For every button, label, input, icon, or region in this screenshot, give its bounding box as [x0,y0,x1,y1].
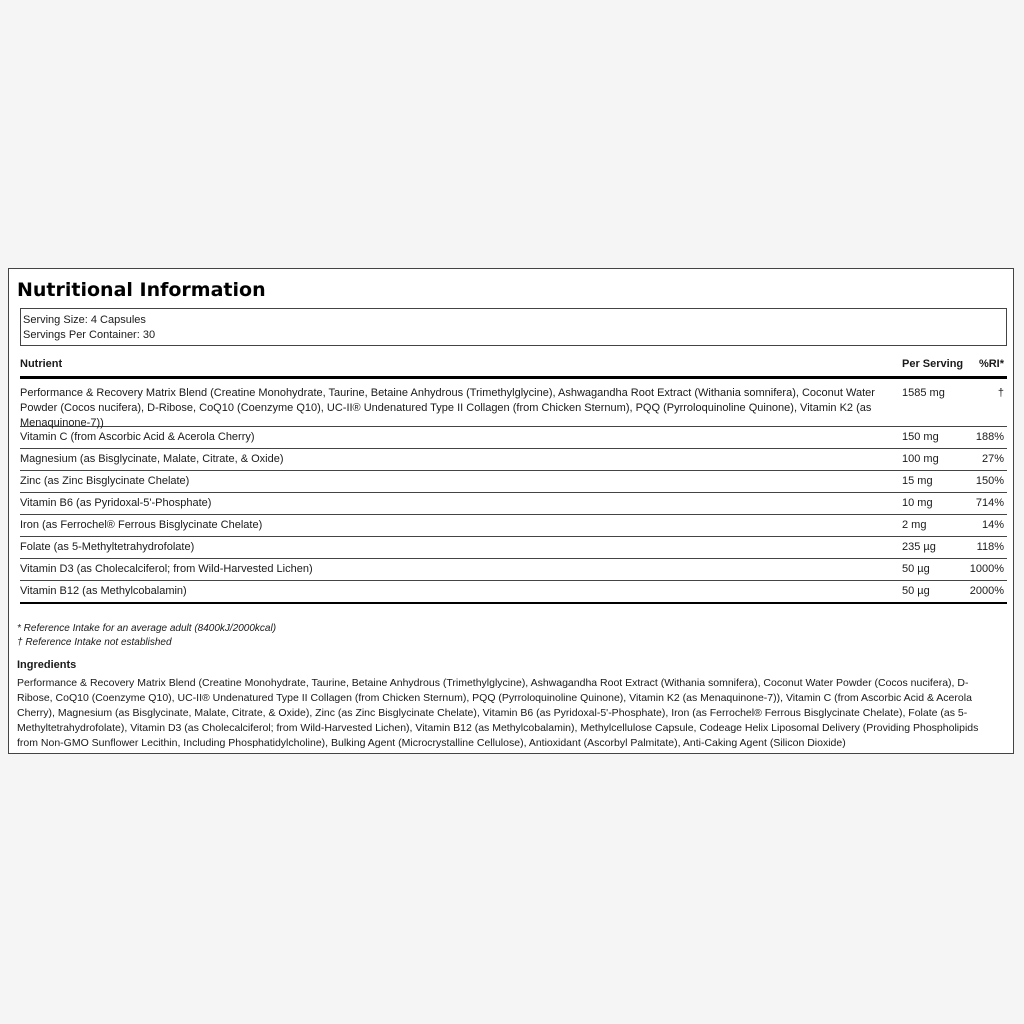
table-row [20,493,1007,515]
table-row [20,515,1007,537]
header-per-serving: Per Serving [902,358,964,370]
nutrient-name: Vitamin B12 (as Methylcobalamin) [20,585,187,597]
table-row [20,379,1007,427]
table-row [20,427,1007,449]
nutrient-amount: 100 mg [902,453,939,465]
nutrient-amount: 235 µg [902,541,936,553]
nutrient-name: Vitamin D3 (as Cholecalciferol; from Wild-Harvested Lichen) [20,563,313,575]
nutrient-ri: 150% [975,475,1004,487]
table-row [20,471,1007,493]
nutrient-name: Zinc (as Zinc Bisglycinate Chelate) [20,475,190,487]
table-header [20,354,1007,379]
nutrient-table [20,354,1007,604]
serving-size: Serving Size: 4 Capsules [23,314,146,326]
nutrient-amount: 15 mg [902,475,933,487]
nutrient-name: Magnesium (as Bisglycinate, Malate, Citrate, & Oxide) [20,453,284,465]
nutrient-amount: 10 mg [902,497,933,509]
nutrient-ri: 188% [975,431,1004,443]
nutrient-ri: 27% [981,453,1004,465]
nutrient-ri: 2000% [969,585,1004,597]
nutrient-ri: † [997,387,1004,399]
nutrient-name: Performance & Recovery Matrix Blend (Creatine Monohydrate, Taurine, Betaine Anhydrous (Trimethylglycine), Ashwagandha Root Extract (Withania somnifera), Coconut Water Powder (Cocos nucifera), D-Ribose, CoQ10 (Coenzyme Q10), UC-II® Undenatured Type II Collagen (from Chicken Sternum), PQQ (Pyrroloquinoline Quinone), Vitamin K2 (as Menaquinone-7)) [20,387,875,429]
ingredients-text: Performance & Recovery Matrix Blend (Creatine Monohydrate, Taurine, Betaine Anhydrous (Trimethylglycine), Ashwagandha Root Extract (Withania somnifera), Coconut Water Powder (Cocos nucifera), D-Ribose, CoQ10 (Coenzyme Q10), UC-II® Undenatured Type II Collagen (from Chicken Sternum), PQQ (Pyrroloquinoline Quinone), Vitamin K2 (as Menaquinone-7)), Vitamin C (from Ascorbic Acid & Acerola Cherry), Magnesium (as Bisglycinate, Malate, Citrate, & Oxide), Zinc (as Zinc Bisglycinate Chelate), Vitamin B6 (as Pyridoxal-5'-Phosphate), Iron (as Ferrochel® Ferrous Bisglycinate Chelate), Folate (as 5-Methyltetrahydrofolate), Vitamin D3 (as Cholecalciferol; from Wild-Harvested Lichen), Vitamin B12 (as Methylcobalamin), Methylcellulose Capsule, Codeage Helix Liposomal Delivery (Providing Phospholipids from Non-GMO Sunflower Lecithin, Including Phosphatidylcholine), Bulking Agent (Microcrystalline Cellulose), Antioxidant (Ascorbyl Palmitate), Anti-Caking Agent (Silicon Dioxide) [17,677,979,749]
servings-per-container: Servings Per Container: 30 [23,329,156,341]
nutrient-ri: 714% [975,497,1004,509]
nutrient-ri: 118% [976,541,1004,553]
panel-title: Nutritional Information [17,279,266,301]
nutrient-amount: 1585 mg [902,387,945,399]
ri-footnote: * Reference Intake for an average adult (8400kJ/2000kcal) [17,623,277,634]
header-nutrient: Nutrient [20,358,63,370]
nutrient-name: Vitamin B6 (as Pyridoxal-5'-Phosphate) [20,497,212,509]
dagger-footnote: † Reference Intake not established [17,637,172,648]
table-row [20,537,1007,559]
nutrient-amount: 50 µg [902,585,930,597]
ingredients-heading: Ingredients [17,659,77,671]
serving-info-box [20,308,1007,346]
nutrient-ri: 14% [981,519,1004,531]
table-row [20,449,1007,471]
nutrient-name: Iron (as Ferrochel® Ferrous Bisglycinate Chelate) [20,519,263,531]
nutrition-panel [8,268,1014,754]
nutrient-name: Vitamin C (from Ascorbic Acid & Acerola Cherry) [20,431,255,443]
nutrient-amount: 2 mg [902,519,927,531]
nutrient-amount: 50 µg [902,563,930,575]
header-ri: %RI* [978,358,1004,370]
nutrient-amount: 150 mg [902,431,939,443]
table-row [20,581,1007,604]
table-row [20,559,1007,581]
nutrient-ri: 1000% [969,563,1004,575]
nutrient-name: Folate (as 5-Methyltetrahydrofolate) [20,541,195,553]
footnotes [17,622,276,650]
